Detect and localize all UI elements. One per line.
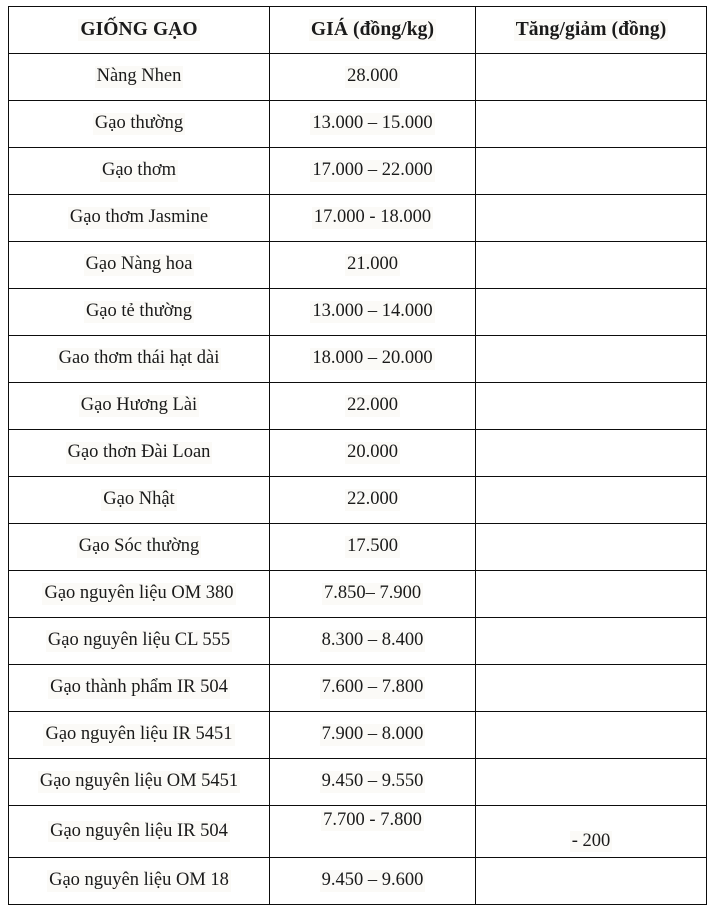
cell-variety	[9, 806, 270, 858]
cell-change	[476, 289, 707, 336]
table-row	[9, 524, 707, 571]
cell-change	[476, 383, 707, 430]
table-row	[9, 571, 707, 618]
cell-change	[476, 858, 707, 905]
cell-change	[476, 524, 707, 571]
table-row	[9, 759, 707, 806]
cell-variety-text: Gạo thơn Đài Loan	[67, 442, 211, 463]
cell-change	[476, 571, 707, 618]
cell-price-text: 8.300 – 8.400	[321, 630, 424, 651]
cell-variety-text: Gạo thơm	[101, 160, 176, 181]
cell-price	[270, 712, 476, 759]
cell-variety	[9, 242, 270, 289]
cell-variety	[9, 54, 270, 101]
cell-variety	[9, 618, 270, 665]
cell-variety-text: Gạo tẻ thường	[85, 301, 193, 322]
cell-variety	[9, 524, 270, 571]
column-header-price-label: GIÁ (đồng/kg)	[310, 18, 435, 40]
cell-variety	[9, 759, 270, 806]
cell-price	[270, 195, 476, 242]
cell-change-text: - 200	[571, 830, 611, 851]
table-body	[9, 54, 707, 905]
cell-change	[476, 148, 707, 195]
cell-price	[270, 148, 476, 195]
cell-variety	[9, 858, 270, 905]
cell-variety-text: Gao thơm thái hạt dài	[58, 348, 220, 369]
table-row	[9, 665, 707, 712]
cell-variety-text: Gạo nguyên liệu CL 555	[47, 630, 231, 651]
cell-change	[476, 477, 707, 524]
table-row	[9, 712, 707, 759]
cell-price-text: 22.000	[347, 395, 398, 416]
cell-price-text: 22.000	[347, 489, 398, 510]
table-row	[9, 242, 707, 289]
cell-price	[270, 242, 476, 289]
cell-price-text: 7.700 - 7.800	[323, 810, 422, 830]
cell-variety-text: Gạo nguyên liệu OM 18	[49, 870, 229, 891]
cell-price-text: 7.600 – 7.800	[321, 677, 424, 698]
table-row	[9, 54, 707, 101]
table-header	[9, 7, 707, 54]
cell-variety	[9, 383, 270, 430]
cell-variety	[9, 430, 270, 477]
cell-change	[476, 665, 707, 712]
cell-variety-text: Gạo thường	[94, 113, 184, 134]
table-row	[9, 383, 707, 430]
cell-price	[270, 289, 476, 336]
cell-price-text: 9.450 – 9.600	[321, 870, 424, 891]
cell-variety-text: Gạo Hương Lài	[80, 395, 198, 416]
cell-price-text: 17.500	[347, 536, 398, 557]
cell-variety-text: Gạo Sóc thường	[78, 536, 200, 557]
table-row	[9, 477, 707, 524]
cell-change	[476, 336, 707, 383]
cell-price	[270, 858, 476, 905]
cell-change	[476, 101, 707, 148]
cell-change	[476, 712, 707, 759]
column-header-variety	[9, 7, 270, 54]
cell-variety-text: Gạo nguyên liệu OM 5451	[39, 771, 239, 792]
cell-price	[270, 101, 476, 148]
cell-price	[270, 383, 476, 430]
cell-price-text: 20.000	[347, 442, 398, 463]
cell-variety	[9, 195, 270, 242]
cell-change	[476, 54, 707, 101]
table-row	[9, 148, 707, 195]
cell-price-text: 13.000 – 15.000	[312, 113, 433, 134]
cell-variety-text: Gạo Nàng hoa	[85, 254, 193, 275]
cell-price-text: 21.000	[347, 254, 398, 275]
cell-variety-text: Gạo thơm Jasmine	[69, 207, 209, 228]
cell-price-text: 17.000 – 22.000	[312, 160, 433, 181]
cell-change	[476, 759, 707, 806]
cell-variety-text: Gạo nguyên liệu IR 504	[50, 820, 228, 841]
cell-price-text: 7.850– 7.900	[323, 583, 422, 604]
cell-variety	[9, 477, 270, 524]
table-header-row	[9, 7, 707, 54]
cell-variety-text: Gạo Nhật	[103, 489, 175, 510]
cell-price-text: 17.000 - 18.000	[313, 207, 432, 228]
cell-price	[270, 571, 476, 618]
table-row	[9, 858, 707, 905]
cell-price-text: 13.000 – 14.000	[312, 301, 433, 322]
column-header-price	[270, 7, 476, 54]
cell-price	[270, 524, 476, 571]
table-row	[9, 618, 707, 665]
table-row	[9, 195, 707, 242]
cell-price	[270, 336, 476, 383]
cell-change	[476, 806, 707, 858]
cell-change	[476, 430, 707, 477]
cell-price-text: 28.000	[347, 66, 398, 87]
cell-variety	[9, 712, 270, 759]
cell-variety	[9, 148, 270, 195]
cell-variety-text: Gạo thành phẩm IR 504	[50, 677, 228, 698]
cell-change	[476, 242, 707, 289]
cell-variety-text: Nàng Nhen	[96, 66, 182, 87]
cell-price	[270, 759, 476, 806]
cell-variety	[9, 289, 270, 336]
column-header-change-label: Tăng/giảm (đồng)	[515, 18, 667, 40]
table-row	[9, 101, 707, 148]
cell-variety	[9, 665, 270, 712]
table-row	[9, 289, 707, 336]
table-row	[9, 806, 707, 858]
cell-price-text: 9.450 – 9.550	[321, 771, 424, 792]
cell-price	[270, 665, 476, 712]
table-row	[9, 336, 707, 383]
cell-price	[270, 477, 476, 524]
cell-variety	[9, 336, 270, 383]
cell-price	[270, 618, 476, 665]
column-header-change	[476, 7, 707, 54]
cell-price-text: 18.000 – 20.000	[312, 348, 433, 369]
cell-price-text: 7.900 – 8.000	[321, 724, 424, 745]
rice-price-table	[8, 6, 707, 905]
cell-price	[270, 806, 476, 858]
cell-variety	[9, 571, 270, 618]
cell-price	[270, 54, 476, 101]
column-header-variety-label: GIỐNG GẠO	[80, 18, 198, 40]
table-row	[9, 430, 707, 477]
cell-variety-text: Gạo nguyên liệu IR 5451	[45, 724, 233, 745]
cell-variety-text: Gạo nguyên liệu OM 380	[44, 583, 234, 604]
cell-price	[270, 430, 476, 477]
cell-variety	[9, 101, 270, 148]
cell-change	[476, 618, 707, 665]
cell-change	[476, 195, 707, 242]
